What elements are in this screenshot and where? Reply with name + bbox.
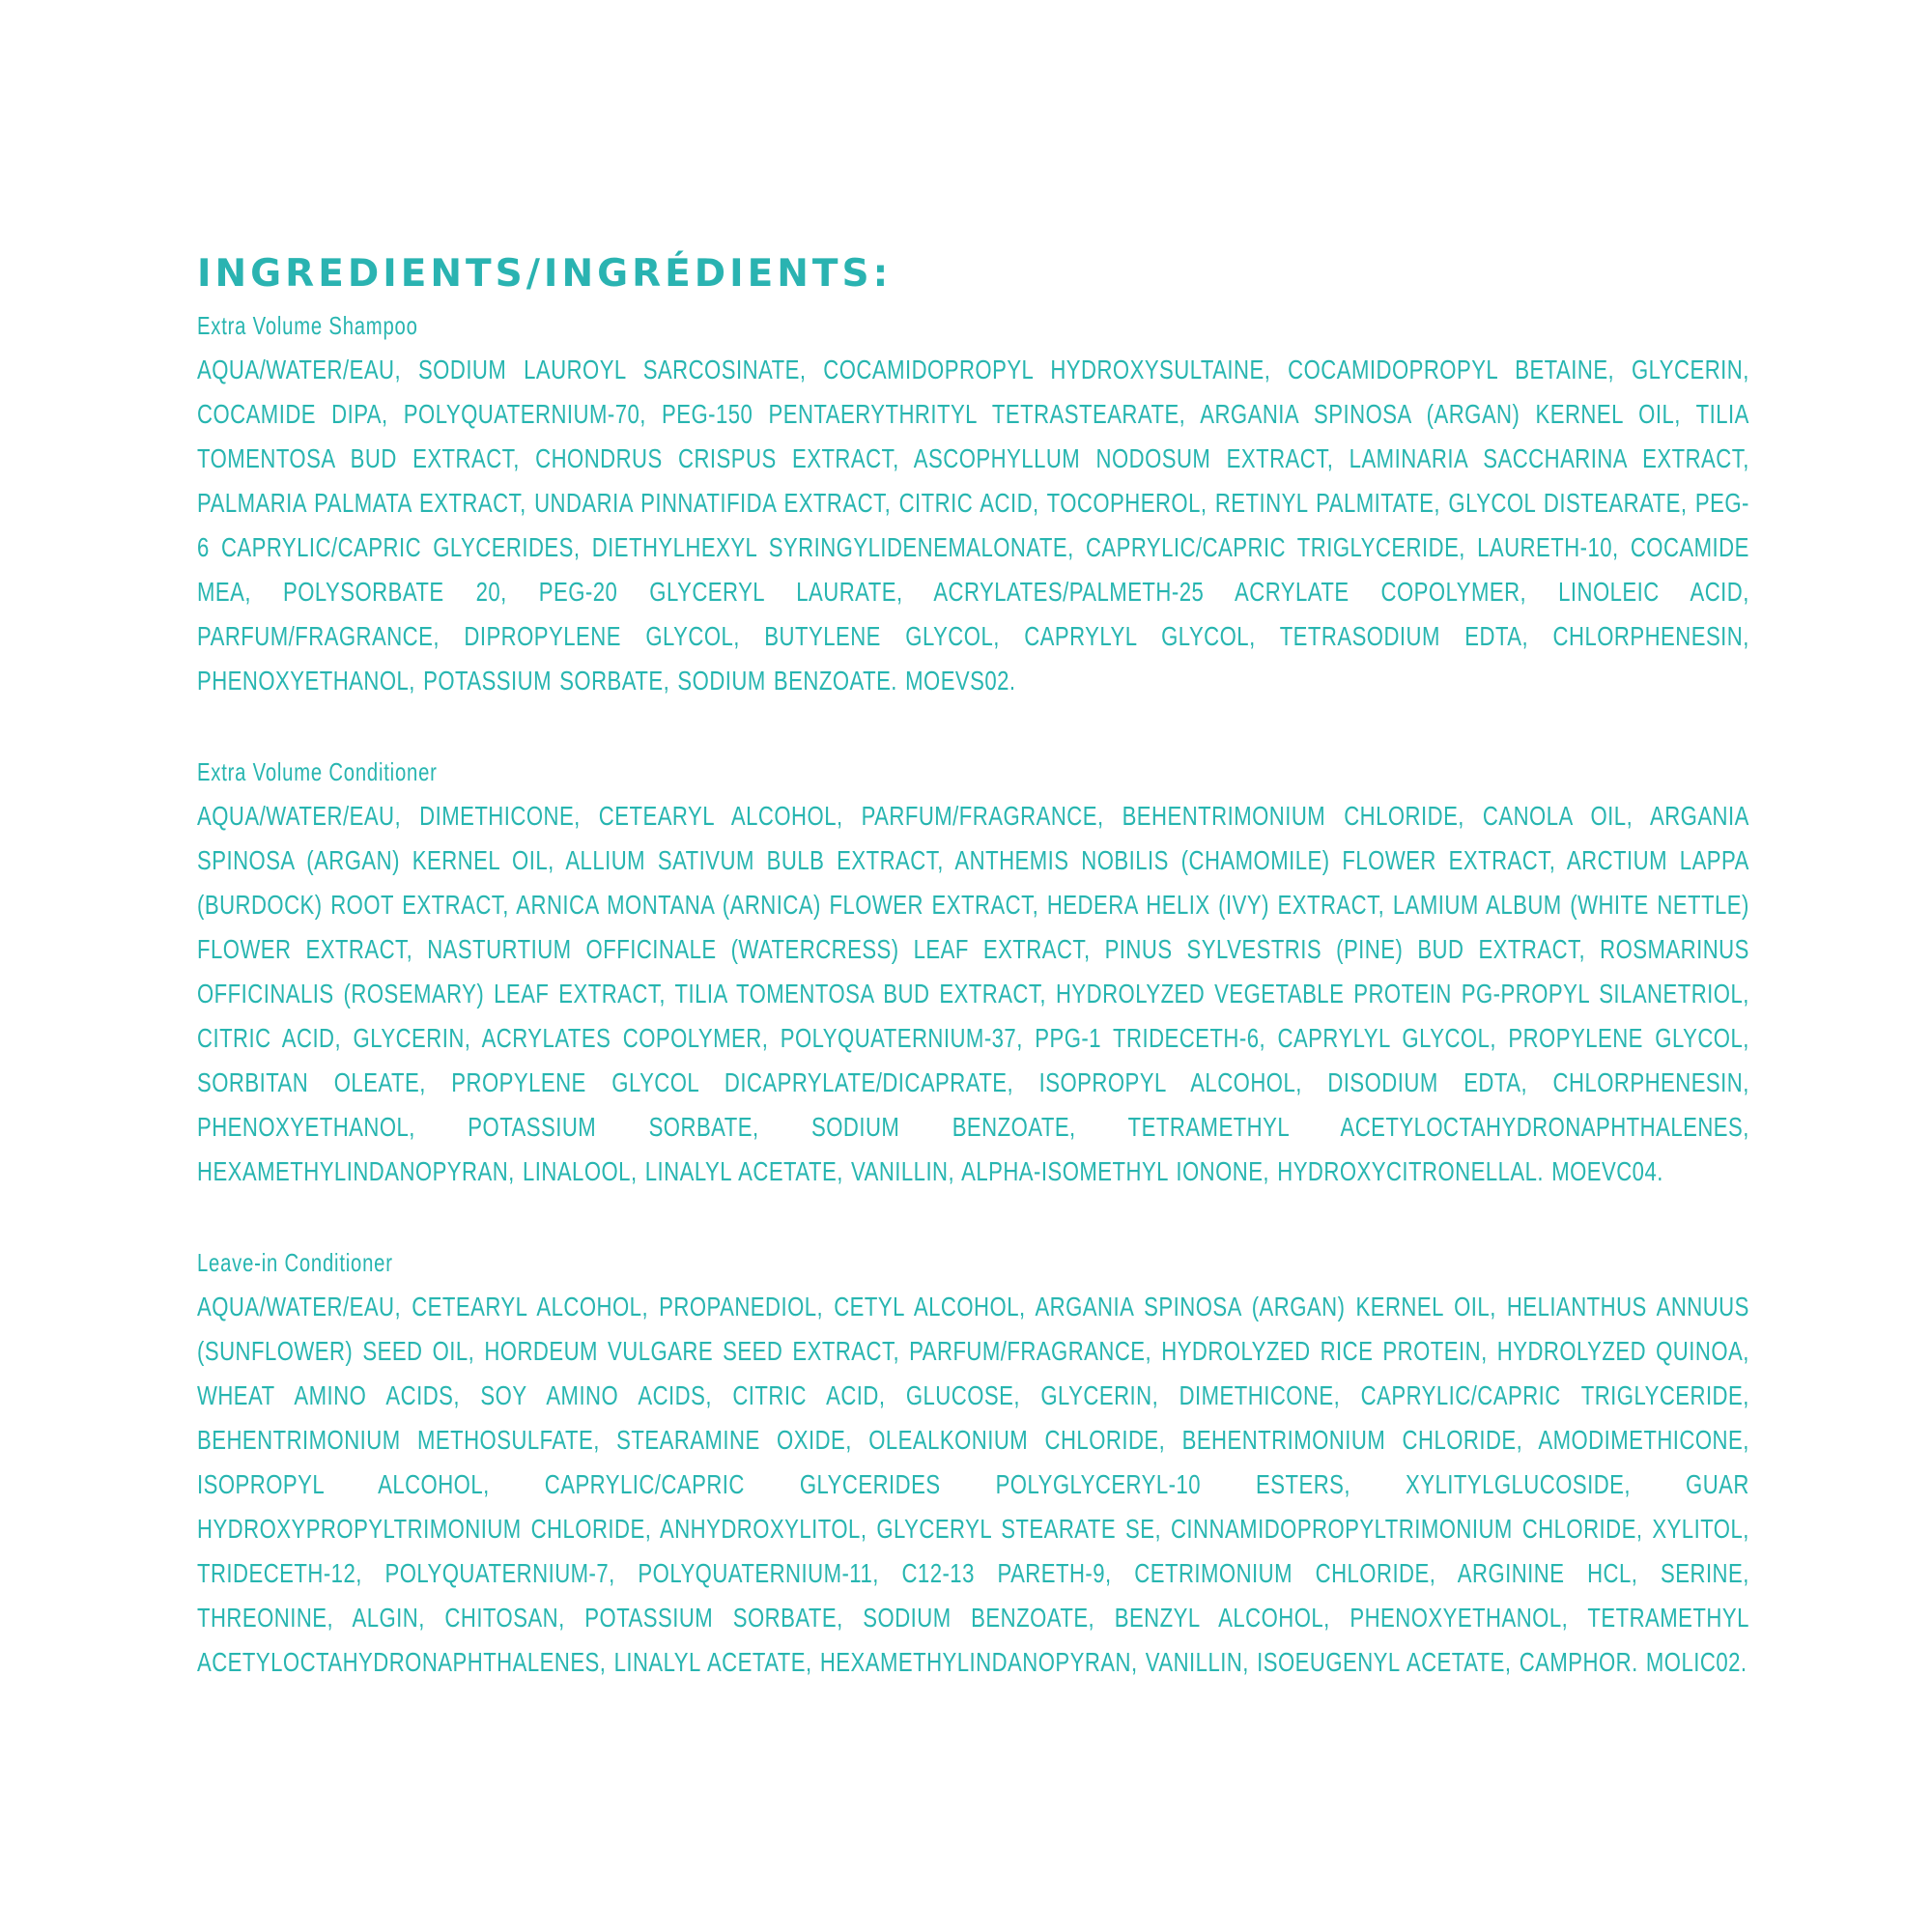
product-section-conditioner (197, 750, 1748, 1194)
product-section-leave-in (197, 1240, 1748, 1685)
ingredients-heading: INGREDIENTS/INGRÉDIENTS: (197, 252, 893, 296)
ingredient-list: AQUA/WATER/EAU, DIMETHICONE, CETEARYL ALCOHOL, PARFUM/FRAGRANCE, BEHENTRIMONIUM CHLORIDE, CANOLA OIL, ARGANIA SPINOSA (ARGAN) KERNEL OIL, ALLIUM SATIVUM BULB EXTRACT, ANTHEMIS NOBILIS (CHAMOMILE) FLOWER EXTRACT, ARCTIUM LAPPA (BURDOCK) ROOT EXTRACT, ARNICA MONTANA (ARNICA) FLOWER EXTRACT, HEDERA HELIX (IVY) EXTRACT, LAMIUM ALBUM (WHITE NETTLE) FLOWER EXTRACT, NASTURTIUM OFFICINALE (WATERCRESS) LEAF EXTRACT, PINUS SYLVESTRIS (PINE) BUD EXTRACT, ROSMARINUS OFFICINALIS (ROSEMARY) LEAF EXTRACT, TILIA TOMENTOSA BUD EXTRACT, HYDROLYZED VEGETABLE PROTEIN PG-PROPYL SILANETRIOL, CITRIC ACID, GLYCERIN, ACRYLATES COPOLYMER, POLYQUATERNIUM-37, PPG-1 TRIDECETH-6, CAPRYLYL GLYCOL, PROPYLENE GLYCOL, SORBITAN OLEATE, PROPYLENE GLYCOL DICAPRYLATE/DICAPRATE, ISOPROPYL ALCOHOL, DISODIUM EDTA, CHLORPHENESIN, PHENOXYETHANOL, POTASSIUM SORBATE, SODIUM BENZOATE, TETRAMETHYL ACETYLOCTAHYDRONAPHTHALENES, HEXAMETHYLINDANOPYRAN, LINALOOL, LINALYL ACETATE, VANILLIN, ALPHA-ISOMETHYL IONONE, HYDROXYCITRONELLAL. MOEVC04. (197, 801, 1749, 1186)
product-name: Extra Volume Shampoo (197, 311, 418, 340)
ingredient-list: AQUA/WATER/EAU, SODIUM LAUROYL SARCOSINATE, COCAMIDOPROPYL HYDROXYSULTAINE, COCAMIDOPROPYL BETAINE, GLYCERIN, COCAMIDE DIPA, POLYQUATERNIUM-70, PEG-150 PENTAERYTHRITYL TETRASTEARATE, ARGANIA SPINOSA (ARGAN) KERNEL OIL, TILIA TOMENTOSA BUD EXTRACT, CHONDRUS CRISPUS EXTRACT, ASCOPHYLLUM NODOSUM EXTRACT, LAMINARIA SACCHARINA EXTRACT, PALMARIA PALMATA EXTRACT, UNDARIA PINNATIFIDA EXTRACT, CITRIC ACID, TOCOPHEROL, RETINYL PALMITATE, GLYCOL DISTEARATE, PEG-6 CAPRYLIC/CAPRIC GLYCERIDES, DIETHYLHEXYL SYRINGYLIDENEMALONATE, CAPRYLIC/CAPRIC TRIGLYCERIDE, LAURETH-10, COCAMIDE MEA, POLYSORBATE 20, PEG-20 GLYCERYL LAURATE, ACRYLATES/PALMETH-25 ACRYLATE COPOLYMER, LINOLEIC ACID, PARFUM/FRAGRANCE, DIPROPYLENE GLYCOL, BUTYLENE GLYCOL, CAPRYLYL GLYCOL, TETRASODIUM EDTA, CHLORPHENESIN, PHENOXYETHANOL, POTASSIUM SORBATE, SODIUM BENZOATE. MOEVS02. (197, 355, 1749, 696)
product-name: Leave-in Conditioner (197, 1248, 393, 1277)
ingredients-page (197, 249, 1748, 1685)
product-name: Extra Volume Conditioner (197, 757, 438, 786)
product-section-shampoo (197, 303, 1748, 703)
ingredient-list: AQUA/WATER/EAU, CETEARYL ALCOHOL, PROPANEDIOL, CETYL ALCOHOL, ARGANIA SPINOSA (ARGAN) KERNEL OIL, HELIANTHUS ANNUUS (SUNFLOWER) SEED OIL, HORDEUM VULGARE SEED EXTRACT, PARFUM/FRAGRANCE, HYDROLYZED RICE PROTEIN, HYDROLYZED QUINOA, WHEAT AMINO ACIDS, SOY AMINO ACIDS, CITRIC ACID, GLUCOSE, GLYCERIN, DIMETHICONE, CAPRYLIC/CAPRIC TRIGLYCERIDE, BEHENTRIMONIUM METHOSULFATE, STEARAMINE OXIDE, OLEALKONIUM CHLORIDE, BEHENTRIMONIUM CHLORIDE, AMODIMETHICONE, ISOPROPYL ALCOHOL, CAPRYLIC/CAPRIC GLYCERIDES POLYGLYCERYL-10 ESTERS, XYLITYLGLUCOSIDE, GUAR HYDROXYPROPYLTRIMONIUM CHLORIDE, ANHYDROXYLITOL, GLYCERYL STEARATE SE, CINNAMIDOPROPYLTRIMONIUM CHLORIDE, XYLITOL, TRIDECETH-12, POLYQUATERNIUM-7, POLYQUATERNIUM-11, C12-13 PARETH-9, CETRIMONIUM CHLORIDE, ARGININE HCL, SERINE, THREONINE, ALGIN, CHITOSAN, POTASSIUM SORBATE, SODIUM BENZOATE, BENZYL ALCOHOL, PHENOXYETHANOL, TETRAMETHYL ACETYLOCTAHYDRONAPHTHALENES, LINALYL ACETATE, HEXAMETHYLINDANOPYRAN, VANILLIN, ISOEUGENYL ACETATE, CAMPHOR. MOLIC02. (197, 1292, 1749, 1677)
